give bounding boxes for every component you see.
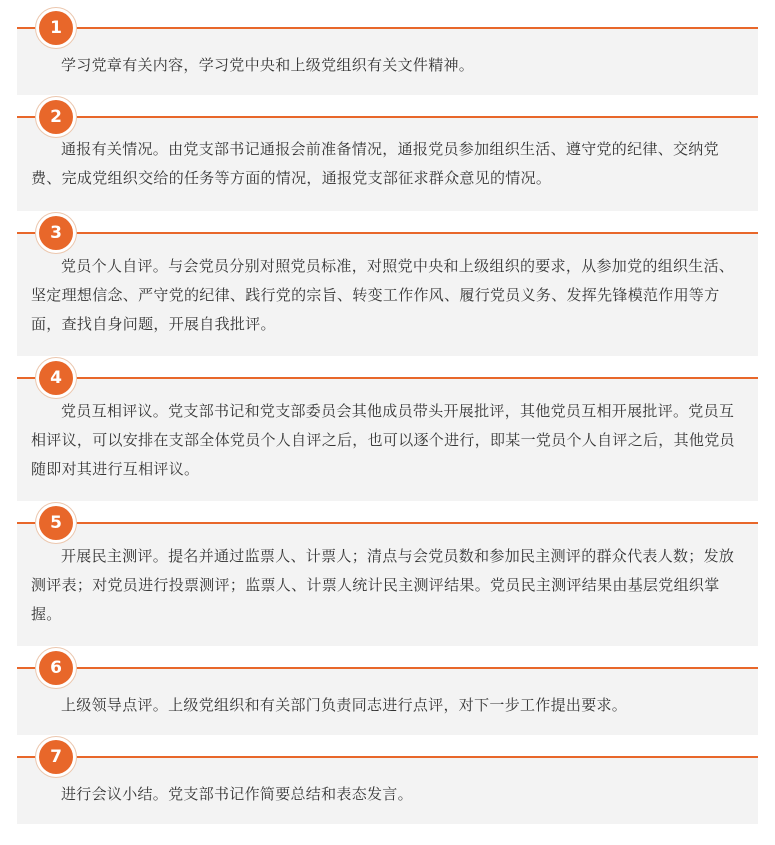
step-number-badge bbox=[35, 96, 77, 138]
step-number: 7 bbox=[39, 740, 73, 774]
step-number-badge bbox=[35, 502, 77, 544]
step-number: 1 bbox=[39, 11, 73, 45]
step-text: 进行会议小结。党支部书记作简要总结和表态发言。 bbox=[61, 785, 413, 803]
step-number-badge bbox=[35, 7, 77, 49]
step-number: 3 bbox=[39, 216, 73, 250]
step-content-box bbox=[17, 669, 758, 735]
step-number: 2 bbox=[39, 100, 73, 134]
step-number: 5 bbox=[39, 506, 73, 540]
step-text: 开展民主测评。提名并通过监票人、计票人；清点与会党员数和参加民主测评的群众代表人数；发放测评表；对党员进行投票测评；监票人、计票人统计民主测评结果。党员民主测评结果由基层党组织掌握。 bbox=[31, 547, 735, 623]
step-content-box bbox=[17, 118, 758, 211]
step-text: 党员个人自评。与会党员分别对照党员标准，对照党中央和上级组织的要求，从参加党的组织生活、坚定理想信念、严守党的纪律、践行党的宗旨、转变工作作风、履行党员义务、发挥先锋模范作用等方面，查找自身问题，开展自我批评。 bbox=[31, 257, 735, 333]
step-number: 4 bbox=[39, 361, 73, 395]
step-content-box bbox=[17, 379, 758, 501]
step-text: 上级领导点评。上级党组织和有关部门负责同志进行点评，对下一步工作提出要求。 bbox=[61, 696, 628, 714]
step-number-badge bbox=[35, 212, 77, 254]
step-content-box bbox=[17, 524, 758, 646]
step-text: 通报有关情况。由党支部书记通报会前准备情况，通报党员参加组织生活、遵守党的纪律、交纳党费、完成党组织交给的任务等方面的情况，通报党支部征求群众意见的情况。 bbox=[31, 140, 719, 187]
step-text: 学习党章有关内容，学习党中央和上级党组织有关文件精神。 bbox=[61, 56, 475, 74]
step-content-box bbox=[17, 29, 758, 95]
step-content-box bbox=[17, 234, 758, 356]
step-content-box bbox=[17, 758, 758, 824]
step-number-badge bbox=[35, 357, 77, 399]
step-number-badge bbox=[35, 736, 77, 778]
step-number-badge bbox=[35, 647, 77, 689]
step-number: 6 bbox=[39, 651, 73, 685]
step-text: 党员互相评议。党支部书记和党支部委员会其他成员带头开展批评，其他党员互相开展批评。党员互相评议，可以安排在支部全体党员个人自评之后，也可以逐个进行，即某一党员个人自评之后，其他党员随即对其进行互相评议。 bbox=[31, 402, 735, 478]
